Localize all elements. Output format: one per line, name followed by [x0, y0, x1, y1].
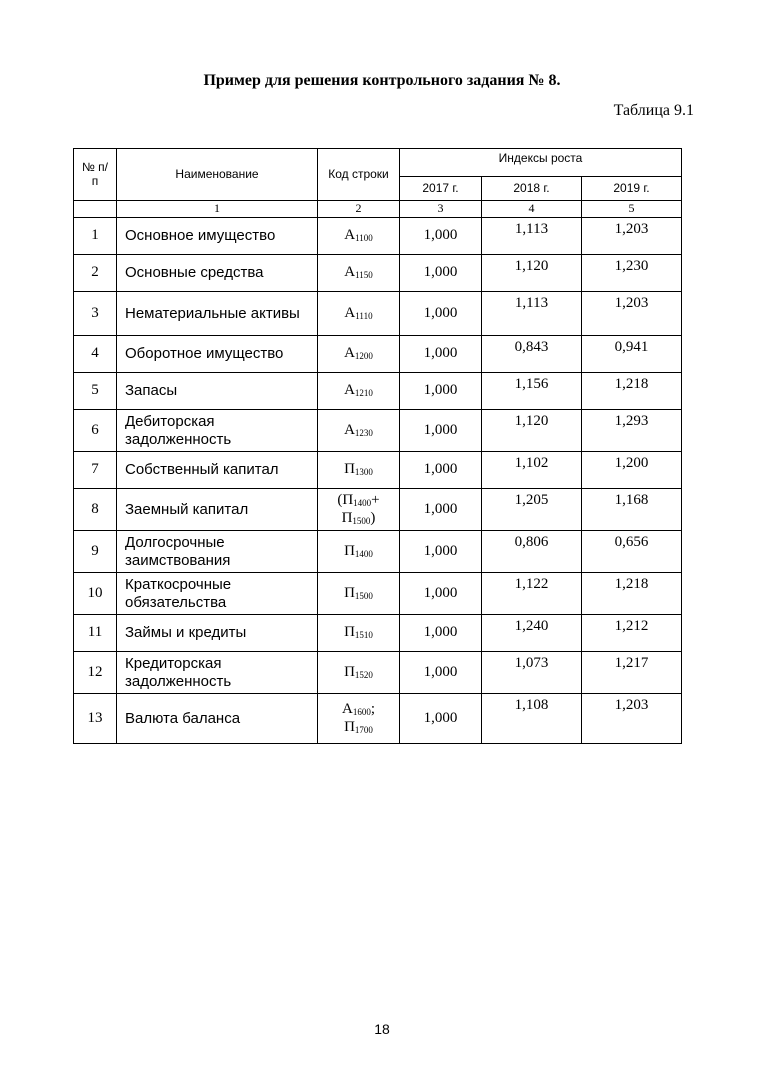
value-2018: 1,113	[482, 292, 582, 336]
header-growth-indices: Индексы роста	[400, 149, 682, 177]
value-2019: 0,656	[582, 531, 682, 573]
header-row-number: № п/п	[74, 149, 117, 201]
row-code	[318, 489, 400, 531]
table-row	[74, 218, 682, 255]
row-name: Долгосрочные заимствования	[117, 531, 318, 573]
code-subscript: 1500	[354, 590, 373, 601]
row-number: 9	[74, 531, 117, 573]
code-prefix: П	[341, 509, 353, 526]
row-code	[318, 255, 400, 292]
value-2018: 1,108	[482, 694, 582, 744]
code-prefix: П	[344, 718, 355, 735]
value-2017: 1,000	[400, 255, 482, 292]
table-row	[74, 489, 682, 531]
value-2019: 1,203	[582, 292, 682, 336]
table-row	[74, 615, 682, 652]
row-name: Основные средства	[117, 255, 318, 292]
value-2017: 1,000	[400, 452, 482, 489]
row-code	[318, 531, 400, 573]
row-number: 2	[74, 255, 117, 292]
row-name: Нематериальные активы	[117, 292, 318, 336]
row-number: 12	[74, 652, 117, 694]
value-2019: 1,218	[582, 573, 682, 615]
code-prefix: А	[344, 304, 356, 321]
table-row	[74, 373, 682, 410]
column-number-row	[74, 201, 682, 218]
code-suffix: +	[371, 492, 380, 509]
value-2017: 1,000	[400, 531, 482, 573]
code-subscript: 1230	[354, 427, 373, 438]
code-subscript: 1300	[354, 467, 373, 478]
row-number: 7	[74, 452, 117, 489]
table-row	[74, 452, 682, 489]
row-number: 11	[74, 615, 117, 652]
value-2018: 0,843	[482, 336, 582, 373]
row-code	[318, 452, 400, 489]
value-2018: 1,113	[482, 218, 582, 255]
code-subscript: 1510	[354, 630, 373, 641]
table-row	[74, 694, 682, 744]
code-prefix: А	[341, 701, 353, 718]
row-name: Валюта баланса	[117, 694, 318, 744]
row-name: Собственный капитал	[117, 452, 318, 489]
value-2018: 1,122	[482, 573, 582, 615]
code-prefix: П	[344, 542, 355, 559]
column-number: 3	[400, 201, 482, 218]
code-subscript: 1110	[355, 310, 373, 321]
value-2018: 1,156	[482, 373, 582, 410]
value-2018: 1,205	[482, 489, 582, 531]
header-year-2019: 2019 г.	[582, 177, 682, 201]
row-number: 13	[74, 694, 117, 744]
code-subscript: 1700	[354, 724, 373, 735]
row-name: Дебиторская задолженность	[117, 410, 318, 452]
column-number: 2	[318, 201, 400, 218]
value-2018: 0,806	[482, 531, 582, 573]
value-2017: 1,000	[400, 336, 482, 373]
code-subscript: 1520	[354, 669, 373, 680]
value-2019: 1,212	[582, 615, 682, 652]
column-number: 4	[482, 201, 582, 218]
code-subscript: 1400	[354, 548, 373, 559]
header-year-2017: 2017 г.	[400, 177, 482, 201]
code-subscript: 1200	[354, 351, 373, 362]
code-prefix: А	[344, 345, 355, 362]
value-2019: 1,293	[582, 410, 682, 452]
code-suffix: ;	[370, 701, 375, 718]
row-name: Заемный капитал	[117, 489, 318, 531]
row-name: Краткосрочные обязательства	[117, 573, 318, 615]
code-prefix: П	[344, 584, 355, 601]
row-code	[318, 218, 400, 255]
value-2019: 1,203	[582, 218, 682, 255]
table-row	[74, 255, 682, 292]
value-2017: 1,000	[400, 489, 482, 531]
code-prefix: (П	[337, 492, 354, 509]
value-2019: 1,203	[582, 694, 682, 744]
value-2017: 1,000	[400, 652, 482, 694]
column-number: 5	[582, 201, 682, 218]
table-row	[74, 292, 682, 336]
value-2018: 1,073	[482, 652, 582, 694]
value-2017: 1,000	[400, 615, 482, 652]
value-2017: 1,000	[400, 373, 482, 410]
row-number: 10	[74, 573, 117, 615]
code-prefix: П	[344, 624, 355, 641]
header-code: Код строки	[318, 149, 400, 201]
value-2019: 1,218	[582, 373, 682, 410]
row-code	[318, 615, 400, 652]
code-prefix: А	[344, 227, 356, 244]
value-2017: 1,000	[400, 694, 482, 744]
page-number: 18	[374, 1021, 390, 1037]
value-2019: 1,217	[582, 652, 682, 694]
row-name: Кредиторская задолженность	[117, 652, 318, 694]
code-subscript: 1600	[352, 707, 371, 718]
row-code	[318, 373, 400, 410]
row-code	[318, 573, 400, 615]
value-2018: 1,102	[482, 452, 582, 489]
table-row	[74, 410, 682, 452]
code-suffix: )	[370, 509, 376, 526]
table-row	[74, 652, 682, 694]
code-prefix: П	[344, 663, 355, 680]
value-2018: 1,120	[482, 255, 582, 292]
value-2019: 1,200	[582, 452, 682, 489]
row-number: 3	[74, 292, 117, 336]
table-label: Таблица 9.1	[613, 102, 694, 119]
code-subscript: 1100	[355, 233, 373, 244]
row-number: 8	[74, 489, 117, 531]
code-prefix: П	[344, 461, 355, 478]
value-2018: 1,120	[482, 410, 582, 452]
column-number: 1	[117, 201, 318, 218]
row-code	[318, 652, 400, 694]
value-2018: 1,240	[482, 615, 582, 652]
table-row	[74, 531, 682, 573]
value-2019: 0,941	[582, 336, 682, 373]
column-number	[74, 201, 117, 218]
code-prefix: А	[344, 264, 356, 281]
table-row	[74, 573, 682, 615]
code-prefix: А	[344, 421, 355, 438]
value-2017: 1,000	[400, 573, 482, 615]
value-2017: 1,000	[400, 410, 482, 452]
row-code	[318, 292, 400, 336]
row-number: 5	[74, 373, 117, 410]
table-row	[74, 336, 682, 373]
row-name: Займы и кредиты	[117, 615, 318, 652]
code-subscript: 1500	[352, 515, 371, 526]
row-number: 6	[74, 410, 117, 452]
value-2019: 1,230	[582, 255, 682, 292]
row-name: Оборотное имущество	[117, 336, 318, 373]
row-code	[318, 694, 400, 744]
code-subscript: 1400	[353, 498, 372, 509]
value-2017: 1,000	[400, 218, 482, 255]
row-number: 4	[74, 336, 117, 373]
header-name: Наименование	[117, 149, 318, 201]
code-subscript: 1150	[355, 270, 373, 281]
row-name: Запасы	[117, 373, 318, 410]
page-heading: Пример для решения контрольного задания № 8.	[203, 72, 561, 89]
growth-index-table	[73, 148, 682, 744]
row-code	[318, 410, 400, 452]
row-code	[318, 336, 400, 373]
row-number: 1	[74, 218, 117, 255]
value-2017: 1,000	[400, 292, 482, 336]
header-year-2018: 2018 г.	[482, 177, 582, 201]
value-2019: 1,168	[582, 489, 682, 531]
code-prefix: А	[344, 382, 355, 399]
code-subscript: 1210	[354, 388, 373, 399]
row-name: Основное имущество	[117, 218, 318, 255]
